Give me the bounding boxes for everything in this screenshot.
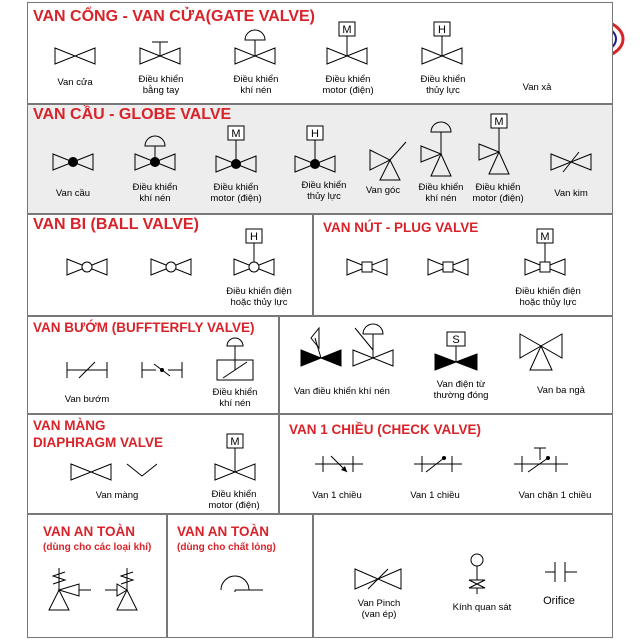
butterfly-caption-2: Điều khiển khí nén	[212, 387, 258, 409]
sight-glass-icon	[457, 552, 497, 596]
check-caption-2: Van 1 chiều	[410, 490, 460, 501]
orifice-icon	[543, 560, 579, 584]
gate-caption-3: Điều khiển khí nén	[233, 74, 279, 96]
check-caption-3: Van chặn 1 chiều	[518, 490, 592, 501]
globe-motor-label: M	[231, 128, 241, 140]
misc-caption-2: Kính quan sát	[452, 602, 512, 613]
ball-valve-icon	[65, 257, 109, 277]
diaphragm-title-1: VAN MÀNG	[33, 418, 106, 433]
butterfly-valve-title: VAN BƯỚM (BUFFTERFLY VALVE)	[33, 320, 255, 335]
gate-hydraulic-icon	[420, 20, 464, 66]
plug-motor-icon	[523, 227, 567, 277]
diaphragm-caption-1: Van màng	[95, 490, 139, 501]
check-caption-1: Van 1 chiều	[312, 490, 362, 501]
ball-valve-title: VAN BI (BALL VALVE)	[33, 216, 199, 233]
misc-caption-1: Van Pinch (van ép)	[357, 598, 401, 620]
globe-caption-7: Điều khiển motor (điện)	[472, 182, 524, 204]
gate-caption-1: Van cửa	[57, 77, 93, 88]
valve-symbol-chart	[27, 2, 613, 638]
ball-caption-1: Điều khiển điện hoặc thủy lực	[226, 286, 292, 308]
diaphragm-motor-label: M	[230, 436, 240, 448]
pneumatic-control-valve-icon-2	[345, 326, 395, 374]
control-caption-3: Van ba ngả	[537, 385, 585, 396]
globe-caption-5: Van góc	[365, 185, 401, 196]
gate-valve-icon	[53, 46, 97, 66]
control-caption-1: Van điều khiển khí nén	[294, 386, 390, 397]
gate-valve-title: VAN CỔNG - VAN CỬA(GATE VALVE)	[33, 8, 316, 25]
solenoid-valve-icon	[431, 330, 481, 374]
safety-valve-gas-icon	[45, 562, 93, 618]
globe-caption-6: Điều khiển khí nén	[418, 182, 464, 204]
globe-valve-title: VAN CẦU - GLOBE VALVE	[33, 106, 232, 123]
gate-caption-6: Van xả	[522, 82, 552, 93]
check-valve-icon	[313, 450, 365, 476]
gate-motor-icon	[325, 20, 369, 66]
globe-pneumatic-icon	[133, 136, 177, 174]
gate-pneumatic-icon	[233, 28, 277, 66]
gate-caption-2: Điều khiển bằng tay	[138, 74, 184, 96]
butterfly-valve-icon	[65, 360, 109, 380]
safety-liquid-title: VAN AN TOÀN	[177, 524, 270, 539]
gate-motor-label: M	[342, 24, 352, 36]
gate-hydraulic-label: H	[438, 24, 446, 36]
control-caption-2: Van điện từ thường đóng	[433, 379, 489, 401]
ball-hydraulic-icon	[232, 227, 276, 277]
butterfly-pneumatic-icon	[213, 336, 257, 382]
needle-valve-icon	[549, 150, 593, 174]
diaphragm-valve-icon	[69, 462, 113, 482]
globe-valve-icon	[51, 152, 95, 172]
angle-valve-icon	[366, 136, 410, 180]
safety-gas-title: VAN AN TOÀN	[43, 524, 136, 539]
three-way-valve-icon	[516, 332, 566, 372]
solenoid-label: S	[452, 334, 460, 346]
diaphragm-caption-2: Điều khiển motor (điện)	[208, 489, 260, 511]
misc-caption-3: Orifice	[543, 595, 575, 607]
diaphragm-title-2: DIAPHRAGM VALVE	[33, 435, 164, 450]
butterfly-valve-icon-2	[140, 360, 184, 380]
plug-valve-icon-2	[426, 257, 470, 277]
gate-caption-4: Điều khiển motor (điện)	[322, 74, 374, 96]
safety-liquid-subtitle: (dùng cho chất lỏng)	[177, 542, 276, 553]
angle-pneumatic-icon	[419, 120, 463, 180]
plug-valve-title: VAN NÚT - PLUG VALVE	[323, 220, 479, 235]
plug-valve-icon	[345, 257, 389, 277]
safety-gas-subtitle: (dùng cho các loại khí)	[43, 542, 152, 553]
angle-motor-icon	[477, 112, 521, 178]
globe-caption-4: Điều khiển thủy lực	[301, 180, 347, 202]
diaphragm-motor-icon	[213, 432, 257, 482]
globe-hydraulic-icon	[293, 124, 337, 174]
check-valve-title: VAN 1 CHIỀU (CHECK VALVE)	[289, 422, 482, 437]
globe-caption-3: Điều khiển motor (điện)	[210, 182, 262, 204]
gate-caption-5: Điều khiển thủy lực	[420, 74, 466, 96]
ball-hydraulic-label: H	[250, 231, 258, 243]
globe-caption-8: Van kim	[554, 188, 588, 199]
plug-motor-label: M	[540, 231, 550, 243]
globe-caption-2: Điều khiển khí nén	[132, 182, 178, 204]
butterfly-caption-1: Van bướm	[64, 394, 110, 405]
pneumatic-control-valve-icon	[297, 324, 347, 372]
diaphragm-symbol-icon	[125, 462, 159, 478]
check-valve-icon-2	[412, 450, 464, 476]
globe-motor-icon	[214, 124, 258, 174]
safety-valve-liquid-icon	[213, 570, 265, 594]
gate-manual-icon	[138, 40, 182, 66]
pinch-valve-icon	[353, 567, 403, 591]
angle-motor-label: M	[494, 116, 504, 128]
safety-valve-gas-icon-2	[103, 562, 151, 618]
ball-valve-icon-2	[149, 257, 193, 277]
stop-check-valve-icon	[512, 446, 570, 476]
plug-caption-1: Điều khiển điện hoặc thủy lực	[515, 286, 581, 308]
globe-hydraulic-label: H	[311, 128, 319, 140]
globe-caption-1: Van cầu	[55, 188, 91, 199]
